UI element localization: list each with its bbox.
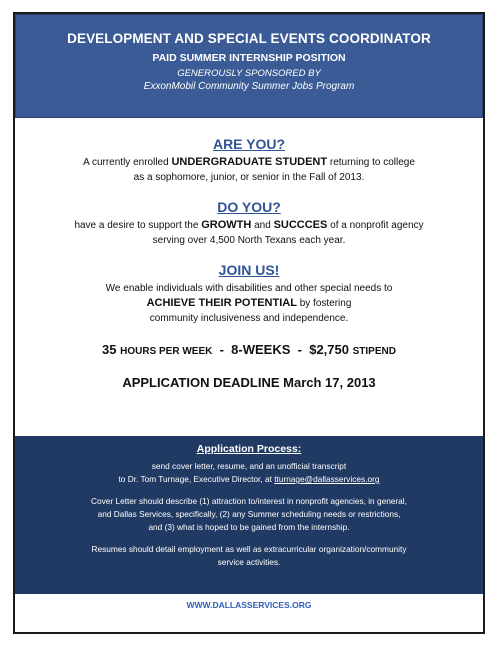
do-you-text-b: of a nonprofit agency <box>330 220 424 231</box>
do-you-line-2: serving over 4,500 North Texans each year. <box>152 235 346 246</box>
body-content <box>15 118 483 390</box>
process-line-2-text: to Dr. Tom Turnage, Executive Director, at <box>118 474 272 484</box>
weeks-text: 8-WEEKS <box>231 342 291 357</box>
page-subtitle: PAID SUMMER INTERNSHIP POSITION <box>152 52 346 64</box>
do-you-bold-growth: GROWTH <box>201 219 252 231</box>
position-details <box>15 342 483 357</box>
resume-line-1: Resumes should detail employment as well as extracurricular organization/community <box>91 544 407 554</box>
stipend-number: $2,750 <box>309 342 349 357</box>
join-us-line-2 <box>15 296 483 311</box>
application-process-box <box>15 436 483 594</box>
page-title: DEVELOPMENT AND SPECIAL EVENTS COORDINATOR <box>67 31 431 46</box>
are-you-bold: UNDERGRADUATE STUDENT <box>171 156 328 168</box>
sponsor-line-2: ExxonMobil Community Summer Jobs Program <box>143 81 355 92</box>
separator-2: - <box>297 342 302 357</box>
are-you-line-2: as a sophomore, junior, or senior in the Fall of 2013. <box>133 172 365 183</box>
application-heading: Application Process: <box>196 443 302 455</box>
header-banner <box>15 14 483 118</box>
do-you-heading: DO YOU? <box>217 199 281 215</box>
process-line-1: send cover letter, resume, and an unofficial transcript <box>151 461 347 471</box>
are-you-text-a: A currently enrolled <box>83 157 169 168</box>
cover-letter-line-1: Cover Letter should describe (1) attraction to/interest in nonprofit agencies, in general, <box>91 496 407 506</box>
do-you-line-1 <box>15 218 483 233</box>
cover-letter-line-3: and (3) what is hoped to be gained from the internship. <box>148 522 350 532</box>
stipend-text: STIPEND <box>352 346 396 357</box>
deadline-label: APPLICATION DEADLINE <box>122 375 280 390</box>
hours-text: HOURS PER WEEK <box>120 346 213 357</box>
email-link[interactable]: tturnage@dallasservices.org <box>274 474 380 484</box>
hours-number: 35 <box>102 342 117 357</box>
sponsor-line-1: GENEROUSLY SPONSORED BY <box>177 68 321 79</box>
join-us-line-1: We enable individuals with disabilities and other special needs to <box>105 283 393 294</box>
join-us-heading: JOIN US! <box>218 262 280 278</box>
cover-letter-line-2: and Dallas Services, specifically, (2) any Summer scheduling needs or restrictions, <box>97 509 401 519</box>
are-you-text-b: returning to college <box>329 157 415 168</box>
are-you-heading: ARE YOU? <box>212 136 286 152</box>
resume-line-2: service activities. <box>217 557 281 567</box>
process-line-2 <box>15 473 483 486</box>
join-us-text: by fostering <box>299 298 352 309</box>
deadline-date: March 17, 2013 <box>283 375 376 390</box>
website-link[interactable]: WWW.DALLASSERVICES.ORG <box>186 600 312 610</box>
join-us-line-3: community inclusiveness and independence. <box>149 313 349 324</box>
do-you-text-and: and <box>254 220 271 231</box>
application-deadline <box>15 375 483 390</box>
do-you-text-a: have a desire to support the <box>74 220 199 231</box>
are-you-line-1 <box>15 155 483 170</box>
do-you-bold-success: SUCCCES <box>273 219 328 231</box>
separator-1: - <box>219 342 224 357</box>
join-us-bold: ACHIEVE THEIR POTENTIAL <box>146 297 297 309</box>
